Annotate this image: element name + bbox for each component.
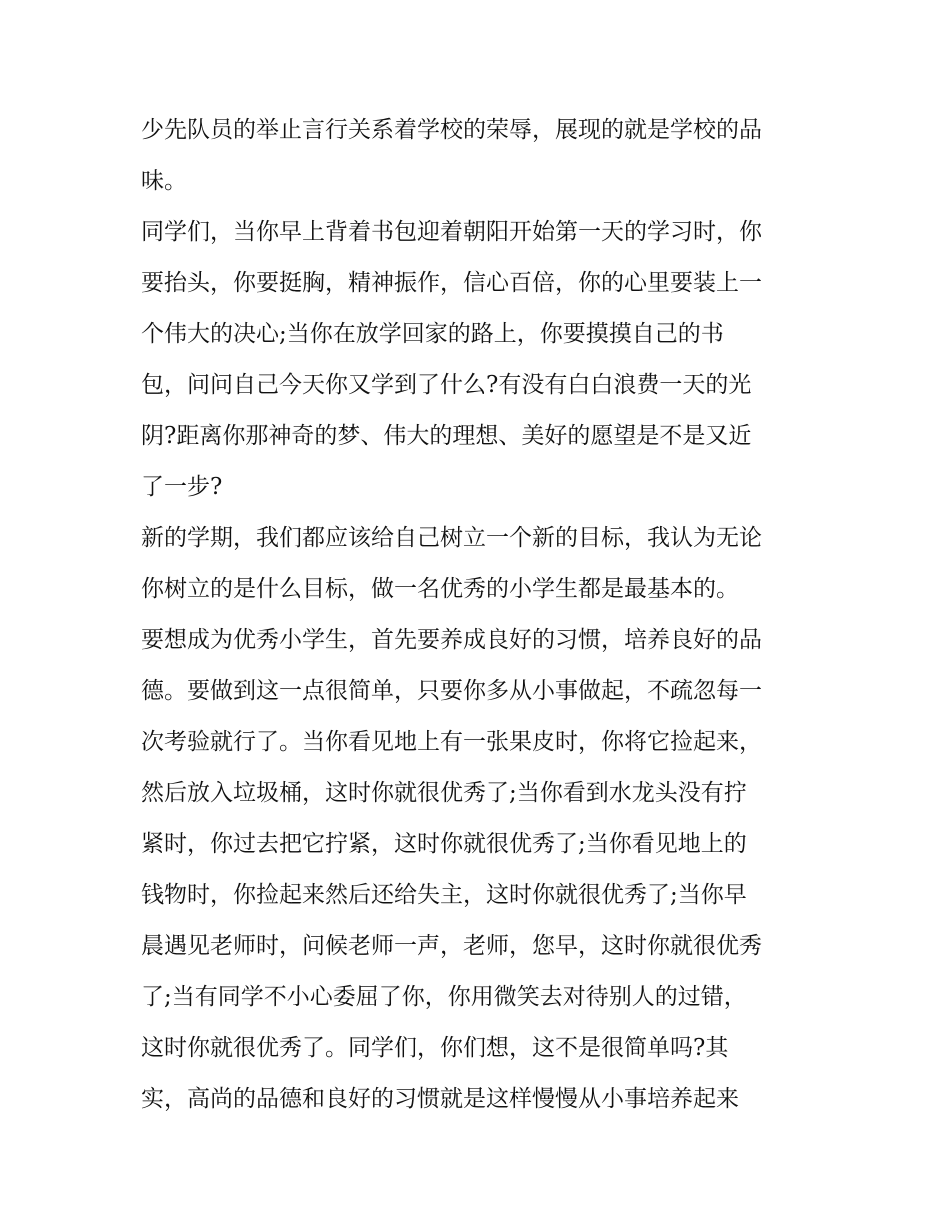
text-line: 阴?距离你那神奇的梦、伟大的理想、美好的愿望是不是又近 xyxy=(141,423,752,449)
text-line: 你树立的是什么目标，做一名优秀的小学生都是最基本的。 xyxy=(141,576,739,602)
text-line: 次考验就行了。当你看见地上有一张果皮时，你将它捡起来， xyxy=(141,729,762,755)
text-line: 紧时，你过去把它拧紧，这时你就很优秀了;当你看见地上的 xyxy=(141,831,747,857)
text-line: 少先队员的举止言行关系着学校的荣辱，展现的就是学校的品 xyxy=(141,117,762,143)
text-line: 新的学期，我们都应该给自己树立一个新的目标，我认为无论 xyxy=(141,525,762,551)
text-line: 这时你就很优秀了。同学们，你们想，这不是很简单吗?其 xyxy=(141,1035,729,1061)
body-text xyxy=(141,105,821,1125)
text-line: 实，高尚的品德和良好的习惯就是这样慢慢从小事培养起来 xyxy=(141,1086,739,1112)
text-line: 味。 xyxy=(141,168,187,194)
text-line: 德。要做到这一点很简单，只要你多从小事做起，不疏忽每一 xyxy=(141,678,762,704)
text-line: 个伟大的决心;当你在放学回家的路上，你要摸摸自己的书 xyxy=(141,321,724,347)
text-line: 同学们，当你早上背着书包迎着朝阳开始第一天的学习时，你 xyxy=(141,219,762,245)
text-line: 了;当有同学不小心委屈了你，你用微笑去对待别人的过错， xyxy=(141,984,747,1010)
text-line: 然后放入垃圾桶，这时你就很优秀了;当你看到水龙头没有拧 xyxy=(141,780,747,806)
text-line: 钱物时，你捡起来然后还给失主，这时你就很优秀了;当你早 xyxy=(141,882,747,908)
text-line: 包，问问自己今天你又学到了什么?有没有白白浪费一天的光 xyxy=(141,372,752,398)
text-line: 要抬头，你要挺胸，精神振作，信心百倍，你的心里要装上一 xyxy=(141,270,762,296)
text-line: 要想成为优秀小学生，首先要养成良好的习惯，培养良好的品 xyxy=(141,627,762,653)
text-line: 了一步? xyxy=(141,474,223,500)
text-line: 晨遇见老师时，问候老师一声，老师，您早，这时你就很优秀 xyxy=(141,933,762,959)
